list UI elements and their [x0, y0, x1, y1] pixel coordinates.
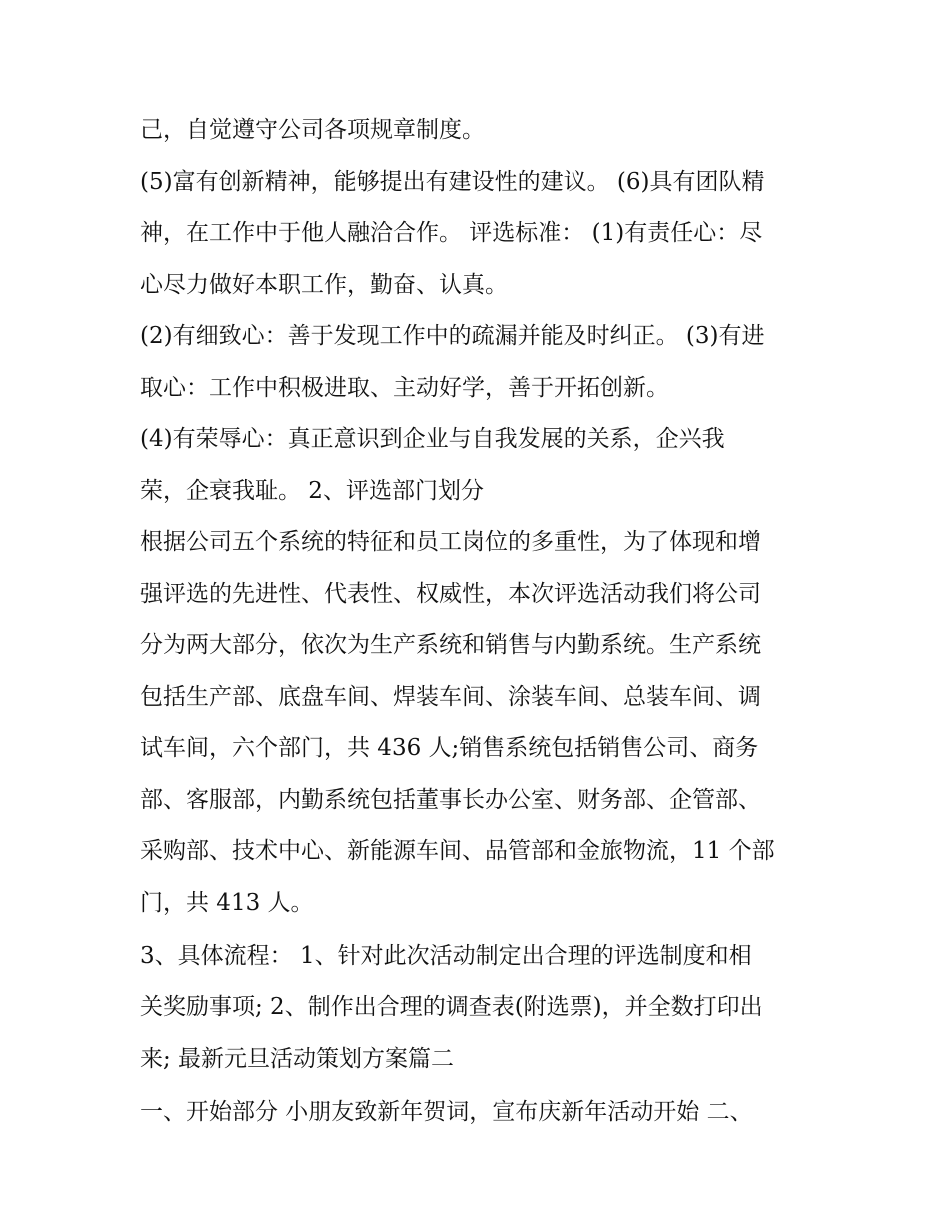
text-line-12: 包括生产部、底盘车间、焊装车间、涂装车间、总装车间、调	[140, 683, 761, 710]
text-line-15: 采购部、技术中心、新能源车间、品管部和金旅物流，11 个部	[140, 838, 775, 864]
text-line-10: 强评选的先进性、代表性、权威性，本次评选活动我们将公司	[140, 580, 761, 607]
text-line-2: (5)富有创新精神，能够提出有建设性的建议。 (6)具有团队精	[140, 168, 765, 195]
text-line-4: 心尽力做好本职工作，勤奋、认真。	[140, 271, 508, 298]
text-line-19: 来; 最新元旦活动策划方案篇二	[140, 1045, 455, 1072]
text-line-3: 神，在工作中于他人融洽合作。 评选标准： (1)有责任心：尽	[140, 220, 763, 246]
text-line-13: 试车间，六个部门，共 436 人;销售系统包括销售公司、商务	[140, 735, 759, 761]
text-line-17: 3、具体流程： 1、针对此次活动制定出合理的评选制度和相	[140, 942, 752, 969]
text-line-18: 关奖励事项; 2、制作出合理的调查表(附选票)，并全数打印出	[140, 994, 763, 1020]
text-line-5: (2)有细致心：善于发现工作中的疏漏并能及时纠正。 (3)有进	[140, 323, 765, 349]
text-line-16: 门，共 413 人。	[140, 889, 314, 916]
text-line-9: 根据公司五个系统的特征和员工岗位的多重性，为了体现和增	[140, 529, 761, 555]
text-line-6: 取心：工作中积极进取、主动好学，善于开拓创新。	[140, 374, 669, 401]
text-line-8: 荣，企衰我耻。 2、评选部门划分	[140, 477, 484, 504]
text-line-11: 分为两大部分，依次为生产系统和销售与内勤系统。生产系统	[140, 632, 761, 658]
text-line-20: 一、开始部分 小朋友致新年贺词，宣布庆新年活动开始 二、	[140, 1098, 753, 1125]
text-line-14: 部、客服部，内勤系统包括董事长办公室、财务部、企管部、	[140, 786, 761, 813]
document-body	[140, 108, 820, 1141]
text-line-1: 己，自觉遵守公司各项规章制度。	[140, 117, 485, 143]
text-line-7: (4)有荣辱心：真正意识到企业与自我发展的关系，企兴我	[140, 426, 725, 452]
